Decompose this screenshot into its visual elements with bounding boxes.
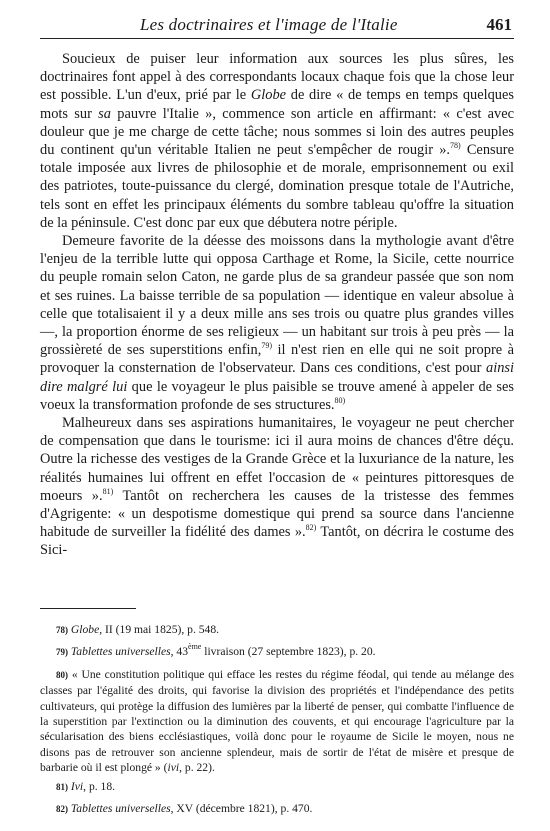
text-run: livraison (27 septembre 1823), p. 20. xyxy=(201,645,376,659)
footnote-ref-82[interactable]: 82) xyxy=(305,523,317,533)
footnote-number: 79) xyxy=(56,647,68,658)
footnote-ref-80[interactable]: 80) xyxy=(334,395,346,405)
text-run: Demeure favorite de la déesse des moissons dans la mythologie avant d'être l'enjeu de la terrible lutte qui opposa Carthage et Rome, la Sicile, cette nourrice du peuple romain selon Caton, ne garde plus de sa grandeur passée que son nom et ses ruines. La baisse terrible de sa population — identique en valeur absolue à celle que totalisaient il y a deux mille ans ses trois ou quatre plus grandes villes —, la proportion énorme de ses religieux — un habitant sur trois à peu près — la grossièreté de ses superstitions enfin, xyxy=(40,233,514,359)
italic-run: Globe xyxy=(250,87,287,104)
footnote-82 xyxy=(40,801,514,817)
footnote-number: 81) xyxy=(56,781,68,792)
text-run: de dire « de temps en temps quelques mots sur xyxy=(40,87,514,122)
text-run: il n'est rien en elle qui ne soit propre à provoquer la consternation de l'observateur. Dans ces conditions, c'est pour xyxy=(40,342,514,377)
italic-run: Tablettes universelles xyxy=(70,645,171,659)
text-run: Censure totale imposée aux livres de philosophie et de morale, emprisonnement ou exil des patriotes, toute-puissance du clergé, domination presque totale de l'Autriche, tels sont en effet les principaux éléments du sombre tableau qu'offre la situation de la péninsule. C'est donc par eux que débutera notre périple. xyxy=(40,142,514,231)
superscript: ème xyxy=(188,642,202,652)
italic-run: Tablettes universelles xyxy=(70,802,171,816)
paragraph-3 xyxy=(40,414,514,560)
italic-run: ivi xyxy=(167,761,180,775)
text-run: , p. 18. xyxy=(83,779,116,793)
footnote-separator xyxy=(40,608,136,609)
text-run: , II (19 mai 1825), p. 548. xyxy=(99,623,220,636)
footnote-79 xyxy=(40,644,514,660)
text-run: , XV (décembre 1821), p. 470. xyxy=(170,802,313,816)
footnote-ref-78[interactable]: 78) xyxy=(450,141,461,151)
main-text xyxy=(40,50,514,560)
text-run: « Une constitution politique qui efface les restes du régime féodal, qui tende au mélange des classes par l'égalité des droits, qui favorise la division des propriétés et l'indépendance des petits cultivateurs, qui protège la diffusion des lumières par la liberté de penser, qui combatte l'influence de la superstition par l'extinction ou la diminution des couvents, et qui encourage l'agriculture par la sécularisation des biens ecclésiastiques, voilà donc pour le royaume de Sicile le moyen, nous ne disons pas de retrouver son ancienne splendeur, mais de sortir de l'état de misère et presque de barbarie où il est plongé » ( xyxy=(40,667,514,775)
text-run: , p. 22). xyxy=(179,761,215,775)
footnote-number: 80) xyxy=(56,669,68,680)
italic-run: ainsi dire malgré lui xyxy=(40,360,514,395)
page-number: 461 xyxy=(486,15,512,34)
footnote-number: 78) xyxy=(56,625,68,635)
italic-run: Globe xyxy=(70,623,100,636)
footnote-80 xyxy=(40,667,514,776)
text-run: Soucieux de puiser leur information aux sources les plus sûres, les doctrinaires font appel à des correspondants locaux chaque fois que la chose leur est possible. L'un d'eux, prié par le xyxy=(40,51,514,104)
footnote-number: 82) xyxy=(56,804,68,815)
footnotes xyxy=(40,622,514,823)
text-run: Tantôt on recherchera les causes de la tristesse des femmes d'Agrigente: « un despotisme domestique qui prend sa source dans l'ancienne habitude de surveiller la fidélité des dames ». xyxy=(40,487,514,541)
paragraph-2 xyxy=(40,232,514,414)
text-run: que le voyageur le plus paisible se trouve amené à appeler de ses voeux la transformation profonde de ses structures. xyxy=(40,378,514,413)
footnote-ref-81[interactable]: 81) xyxy=(102,486,114,496)
footnote-78 xyxy=(40,622,514,638)
italic-run: sa xyxy=(98,105,111,122)
paragraph-1 xyxy=(40,50,514,232)
footnote-ref-79[interactable]: 79) xyxy=(261,341,273,351)
text-run: Malheureux dans ses aspirations humanitaires, le voyageur ne peut chercher de compensation que dans le tourisme: ici il aura moins de chances d'être déçu. Outre la richesse des vestiges de la Grande Grèce et la luxuriance de la nature, les réalités humaines lui offrent en effet l'occasion de « peintures pittoresques de moeurs ». xyxy=(40,415,514,504)
text-run: Tantôt, on décrira le costume des Sici- xyxy=(40,524,514,559)
footnote-81 xyxy=(40,779,514,795)
running-header xyxy=(40,12,514,39)
italic-run: Ivi xyxy=(70,779,84,793)
running-title: Les doctrinaires et l'image de l'Italie xyxy=(140,15,398,34)
text-run: , 43 xyxy=(170,645,189,659)
text-run: pauvre l'Italie », commence son article en affirmant: « c'est avec douleur que je me charge de cette tâche; nous sommes si loin des autres peuples du continent qu'un véritable Italien ne peut s'empêcher de rougir ». xyxy=(40,105,514,159)
